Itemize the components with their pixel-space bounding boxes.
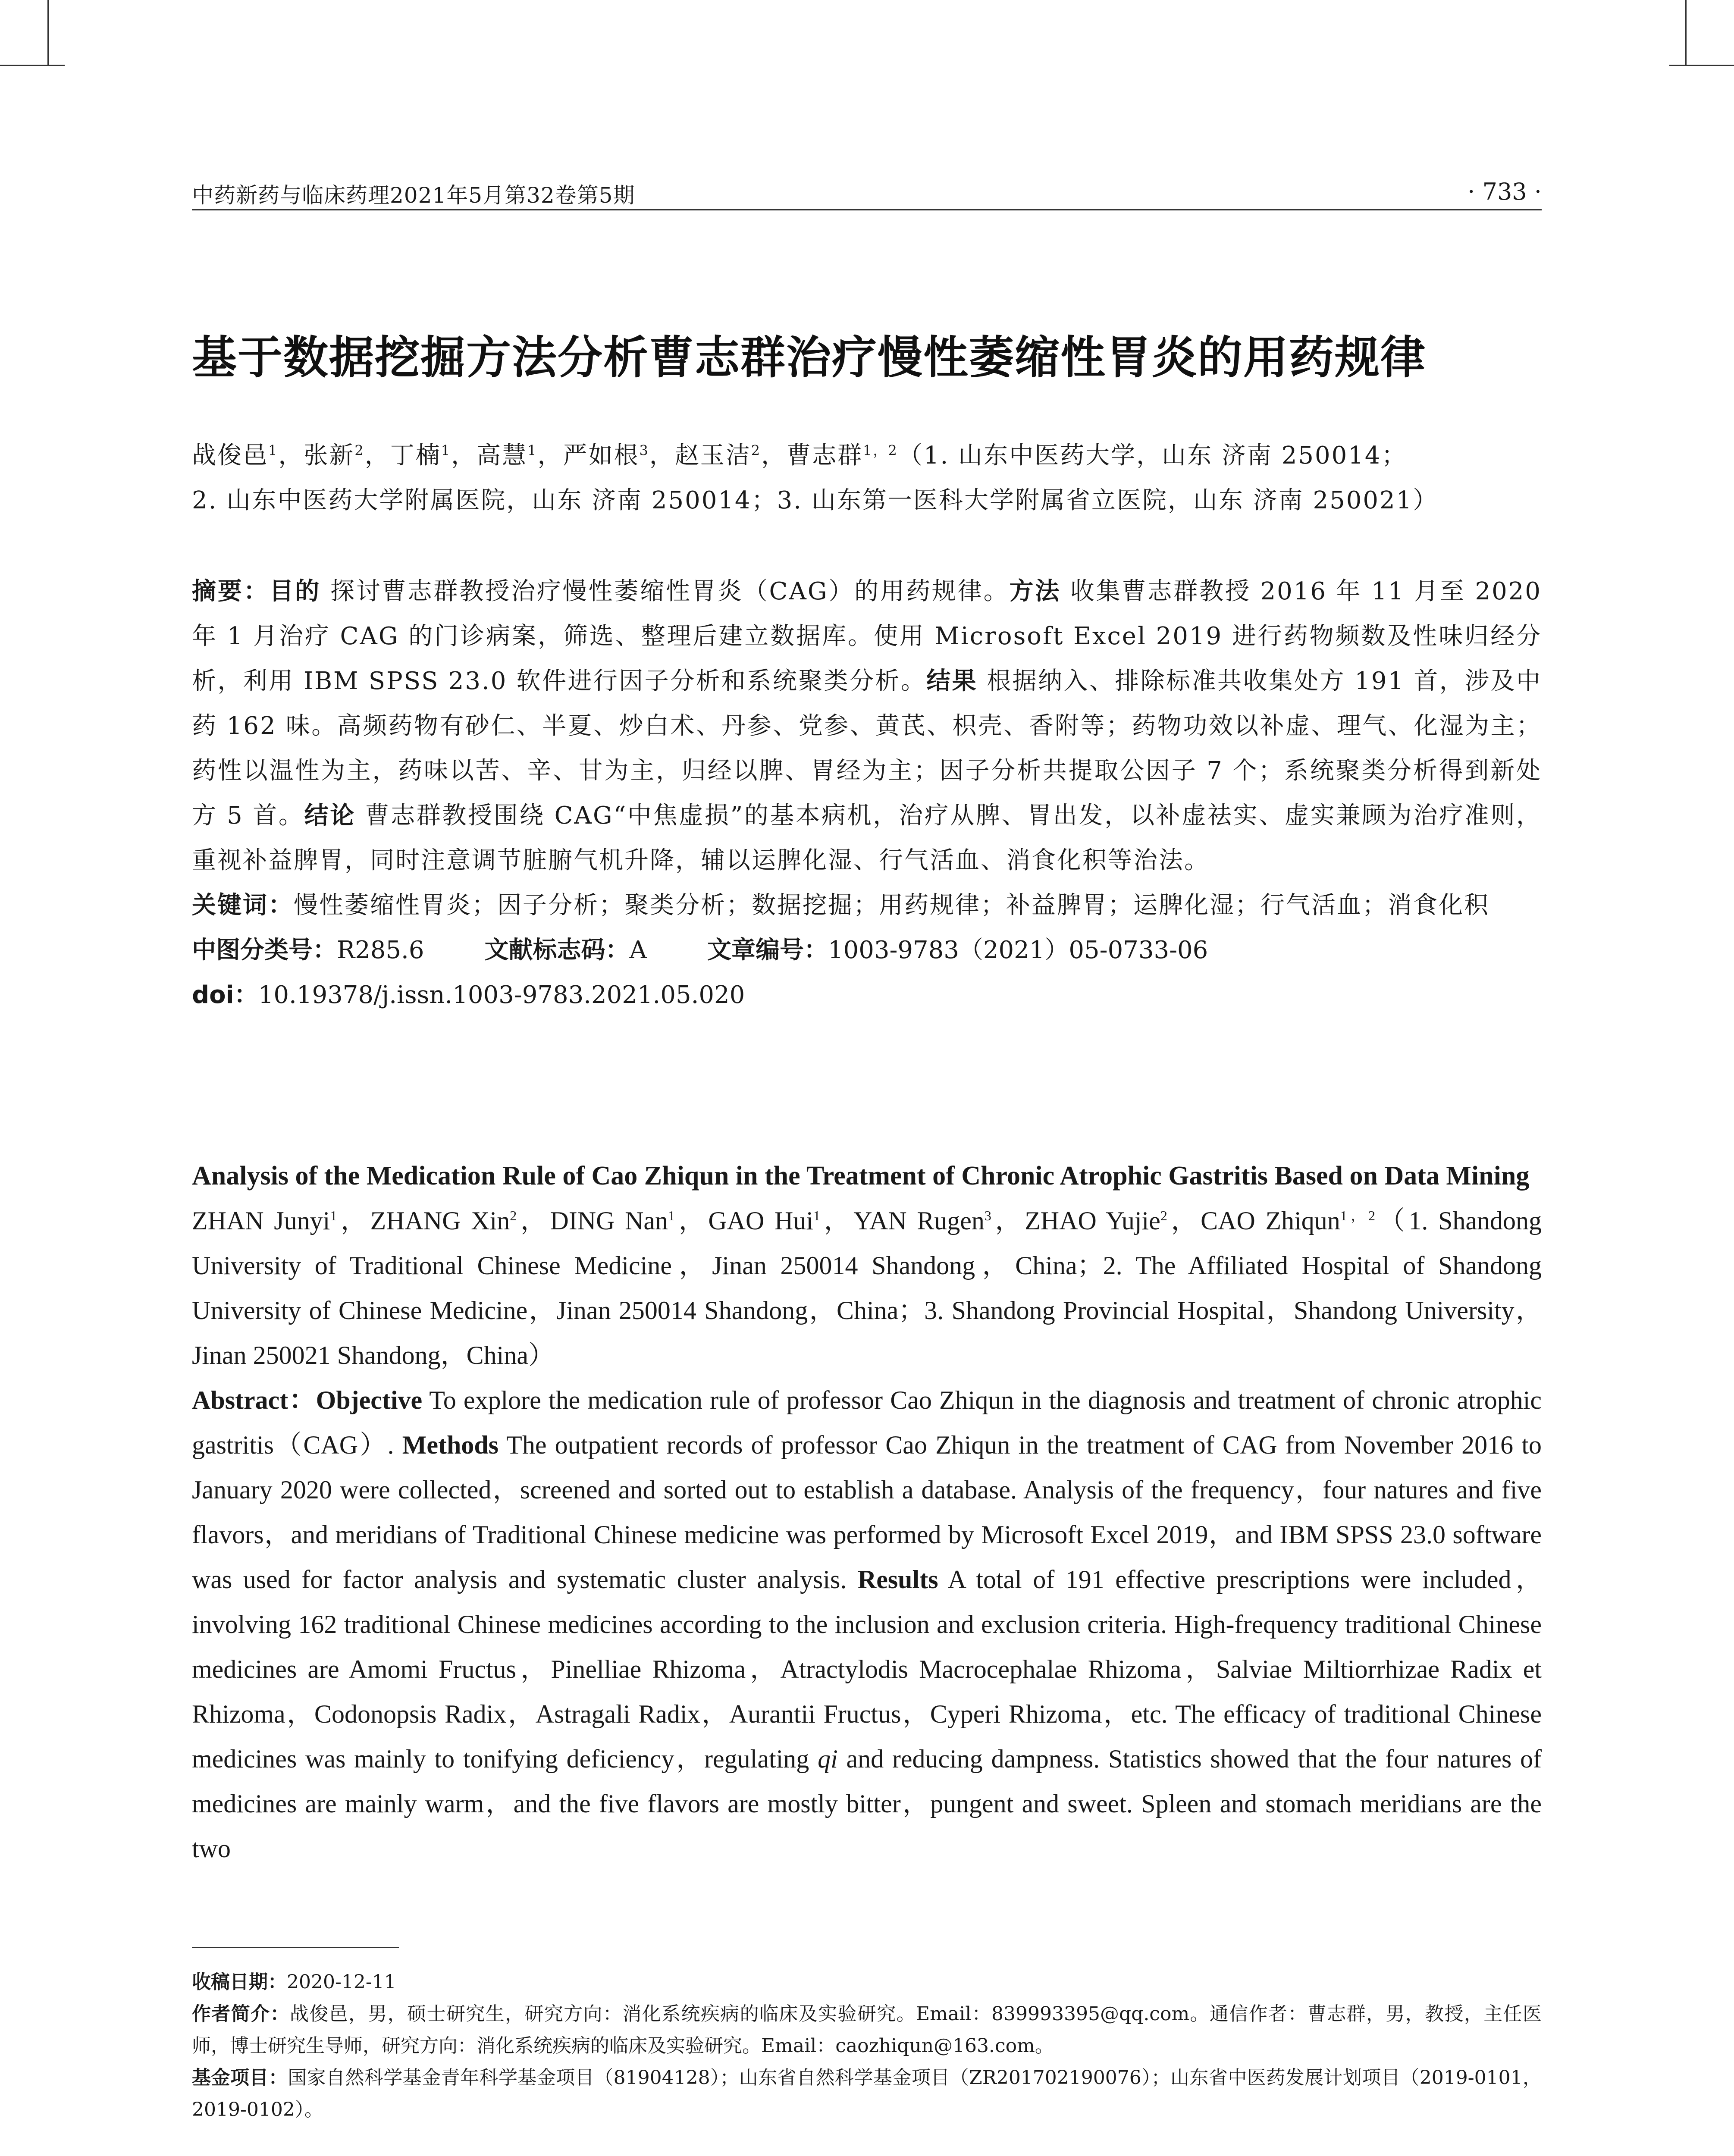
methods-label: 方法 <box>1009 577 1061 605</box>
author-sup: 1 <box>441 442 452 459</box>
crop-mark <box>1685 0 1687 65</box>
doc-code-label: 文献标志码： <box>484 936 630 964</box>
abstract-en <box>192 1378 1542 1871</box>
authors-cn-line <box>192 433 1542 523</box>
affiliation-cn: （1. 山东中医药大学，山东 济南 250014； <box>898 442 1407 470</box>
results-en-label: Results <box>857 1565 938 1594</box>
author-name: 丁楠 <box>390 442 441 470</box>
author-sup: 3 <box>639 442 649 459</box>
author-sup: 1 <box>813 1208 820 1223</box>
author-name: 赵玉洁 <box>674 442 751 470</box>
article-title: 基于数据挖掘方法分析曹志群治疗慢性萎缩性胃炎的用药规律 <box>192 331 1427 384</box>
crop-mark <box>1669 65 1734 66</box>
author-sup: 1 <box>268 442 279 459</box>
author-sup: 1，2 <box>1340 1208 1376 1223</box>
author-sup: 1 <box>668 1208 675 1223</box>
results-en-text: A total of 191 effective prescriptions were included，involving 162 traditional Chinese medicines according to the inclusion and exclusion criteria. High-frequency traditional Chinese medicines are Amomi Fructus，Pinelliae Rhizoma，Atractylodis Macrocephalae Rhizoma，Salviae Miltiorrhizae Radix et Rhizoma，Codonopsis Radix，Astragali Radix，Aurantii Fructus，Cyperi Rhizoma，etc. The efficacy of traditional Chinese medicines was mainly to tonifying deficiency，regulating <box>192 1565 1542 1773</box>
received-value: 2020-12-11 <box>287 1971 396 1993</box>
author-sup: 1 <box>330 1208 337 1223</box>
author-en: ，DING Nan <box>517 1206 668 1235</box>
author-sup: 3 <box>984 1208 991 1223</box>
received-date <box>192 1966 1542 1998</box>
english-title: Analysis of the Medication Rule of Cao Zhiqun in the Treatment of Chronic Atrophic Gastritis Based on Data Mining <box>192 1161 1530 1191</box>
doc-code-value: A <box>629 936 647 964</box>
page-number: · 733 · <box>1467 178 1542 205</box>
author-en: ，ZHAO Yujie <box>991 1206 1160 1235</box>
running-header <box>192 175 1542 210</box>
authors-en <box>192 1198 1542 1378</box>
separator: ， <box>649 442 675 470</box>
conclusion-label: 结论 <box>304 802 356 830</box>
doi-value: 10.19378/j.issn.1003-9783.2021.05.020 <box>258 981 745 1009</box>
author-bio-text: 战俊邑，男，硕士研究生，研究方向：消化系统疾病的临床及实验研究。Email：839993395@qq.com。通信作者：曹志群，男，教授，主任医师，博士研究生导师，研究方向：消化系统疾病的临床及实验研究。Email：caozhiqun@163.com。 <box>192 2003 1542 2057</box>
methods-text: 收集曹志群教授 2016 年 11 月至 2020 年 1 月治疗 CAG 的门诊病案，筛选、整理后建立数据库。使用 Microsoft Excel 2019 进行药物频数及性味归经分析，利用 IBM SPSS 23.0 软件进行因子分析和系统聚类分析。 <box>192 577 1542 695</box>
author-sup: 1，2 <box>863 442 898 459</box>
results-label: 结果 <box>926 667 978 695</box>
author-sup: 2 <box>1160 1208 1167 1223</box>
article-no-value: 1003-9783（2021）05-0733-06 <box>828 936 1208 964</box>
author-en: ZHAN Junyi <box>192 1206 330 1235</box>
received-label: 收稿日期： <box>192 1971 287 1993</box>
author-bio-label: 作者简介： <box>192 2003 290 2025</box>
keywords-label: 关键词： <box>192 891 294 919</box>
objective-text: 探讨曹志群教授治疗慢性萎缩性胃炎（CAG）的用药规律。 <box>321 577 1010 605</box>
abstract-label: 摘要： <box>192 577 270 605</box>
funding-label: 基金项目： <box>192 2067 288 2089</box>
separator: ， <box>364 442 390 470</box>
author-sup: 2 <box>751 442 762 459</box>
funding-text: 国家自然科学基金青年科学基金项目（81904128）；山东省自然科学基金项目（ZR201702190076）；山东省中医药发展计划项目（2019-0101，2019-0102）。 <box>192 2067 1542 2121</box>
doi-label: doi： <box>192 981 258 1009</box>
results-en-text-cont: and reducing dampness. Statistics showed that the four natures of medicines are mainly warm，and the five flavors are mostly bitter，pungent and sweet. Spleen and stomach meridians are the two <box>192 1745 1542 1863</box>
qi-term: qi <box>818 1745 838 1773</box>
author-sup: 2 <box>510 1208 517 1223</box>
abstract-en-label: Abstract： <box>192 1386 316 1414</box>
methods-en-text: The outpatient records of professor Cao Zhiqun in the treatment of CAG from November 2016 to January 2020 were collected，screened and sorted out to establish a database. Analysis of the frequency，four natures and five flavors，and meridians of Traditional Chinese medicine was performed by Microsoft Excel 2019，and IBM SPSS 23.0 software was used for factor analysis and systematic cluster analysis. <box>192 1431 1542 1594</box>
clc-value: R285.6 <box>337 936 424 964</box>
author-name: 高慧 <box>477 442 528 470</box>
article-no-label: 文章编号： <box>707 936 828 964</box>
journal-name: 中药新药与临床药理2021年5月第32卷第5期 <box>192 183 635 208</box>
objective-en-text: To explore the medication rule of professor Cao Zhiqun in the diagnosis and treatment of chronic atrophic gastritis（CAG）. <box>192 1386 1542 1459</box>
separator: ， <box>537 442 563 470</box>
author-name: 曹志群 <box>787 442 863 470</box>
author-sup: 2 <box>354 442 365 459</box>
clc-label: 中图分类号： <box>192 936 337 964</box>
crop-mark <box>47 0 49 65</box>
separator: ， <box>278 442 304 470</box>
objective-en-label: Objective <box>316 1386 423 1414</box>
author-en: ，GAO Hui <box>675 1206 813 1235</box>
author-bio <box>192 1998 1542 2062</box>
abstract-cn-text <box>192 569 1542 883</box>
author-en: ，CAO Zhiqun <box>1167 1206 1340 1235</box>
author-en: ，YAN Rugen <box>820 1206 985 1235</box>
authors-cn <box>192 433 1542 523</box>
author-name: 张新 <box>304 442 355 470</box>
doi-row <box>192 973 1542 1018</box>
funding <box>192 2062 1542 2126</box>
author-name: 战俊邑 <box>192 442 268 470</box>
classification-row <box>192 928 1542 973</box>
separator: ， <box>761 442 787 470</box>
author-name: 严如根 <box>563 442 640 470</box>
separator: ， <box>451 442 477 470</box>
affiliation-en: （1. Shandong University of Traditional Chinese Medicine，Jinan 250014 Shandong，China；2. The Affiliated Hospital of Shandong University of Chinese Medicine，Jinan 250014 Shandong，China；3. Shandong Provincial Hospital，Shandong University，Jinan 250021 Shandong，China） <box>192 1206 1542 1369</box>
english-section <box>192 1153 1542 1871</box>
keywords-text: 慢性萎缩性胃炎；因子分析；聚类分析；数据挖掘；用药规律；补益脾胃；运脾化湿；行气活血；消食化积 <box>294 891 1489 919</box>
author-en: ，ZHANG Xin <box>337 1206 510 1235</box>
footnotes <box>192 1966 1542 2126</box>
author-sup: 1 <box>527 442 538 459</box>
conclusion-text: 曹志群教授围绕 CAG“中焦虚损”的基本病机，治疗从脾、胃出发，以补虚祛实、虚实兼顾为治疗准则，重视补益脾胃，同时注意调节脏腑气机升降，辅以运脾化湿、行气活血、消食化积等治法。 <box>192 802 1542 874</box>
affiliation-cn-cont: 2. 山东中医药大学附属医院，山东 济南 250014；3. 山东第一医科大学附属省立医院，山东 济南 250021） <box>192 486 1439 514</box>
results-text: 根据纳入、排除标准共收集处方 191 首，涉及中药 162 味。高频药物有砂仁、半夏、炒白术、丹参、党参、黄芪、枳壳、香附等；药物功效以补虚、理气、化湿为主；药性以温性为主，药味以苦、辛、甘为主，归经以脾、胃经为主；因子分析共提取公因子 7 个；系统聚类分析得到新处方 5 首。 <box>192 667 1542 830</box>
crop-mark <box>0 65 65 66</box>
footnote-rule <box>192 1947 399 1948</box>
methods-en-label: Methods <box>402 1431 499 1459</box>
objective-label: 目的 <box>269 577 321 605</box>
abstract-cn <box>192 569 1542 1018</box>
keywords-cn <box>192 883 1542 928</box>
